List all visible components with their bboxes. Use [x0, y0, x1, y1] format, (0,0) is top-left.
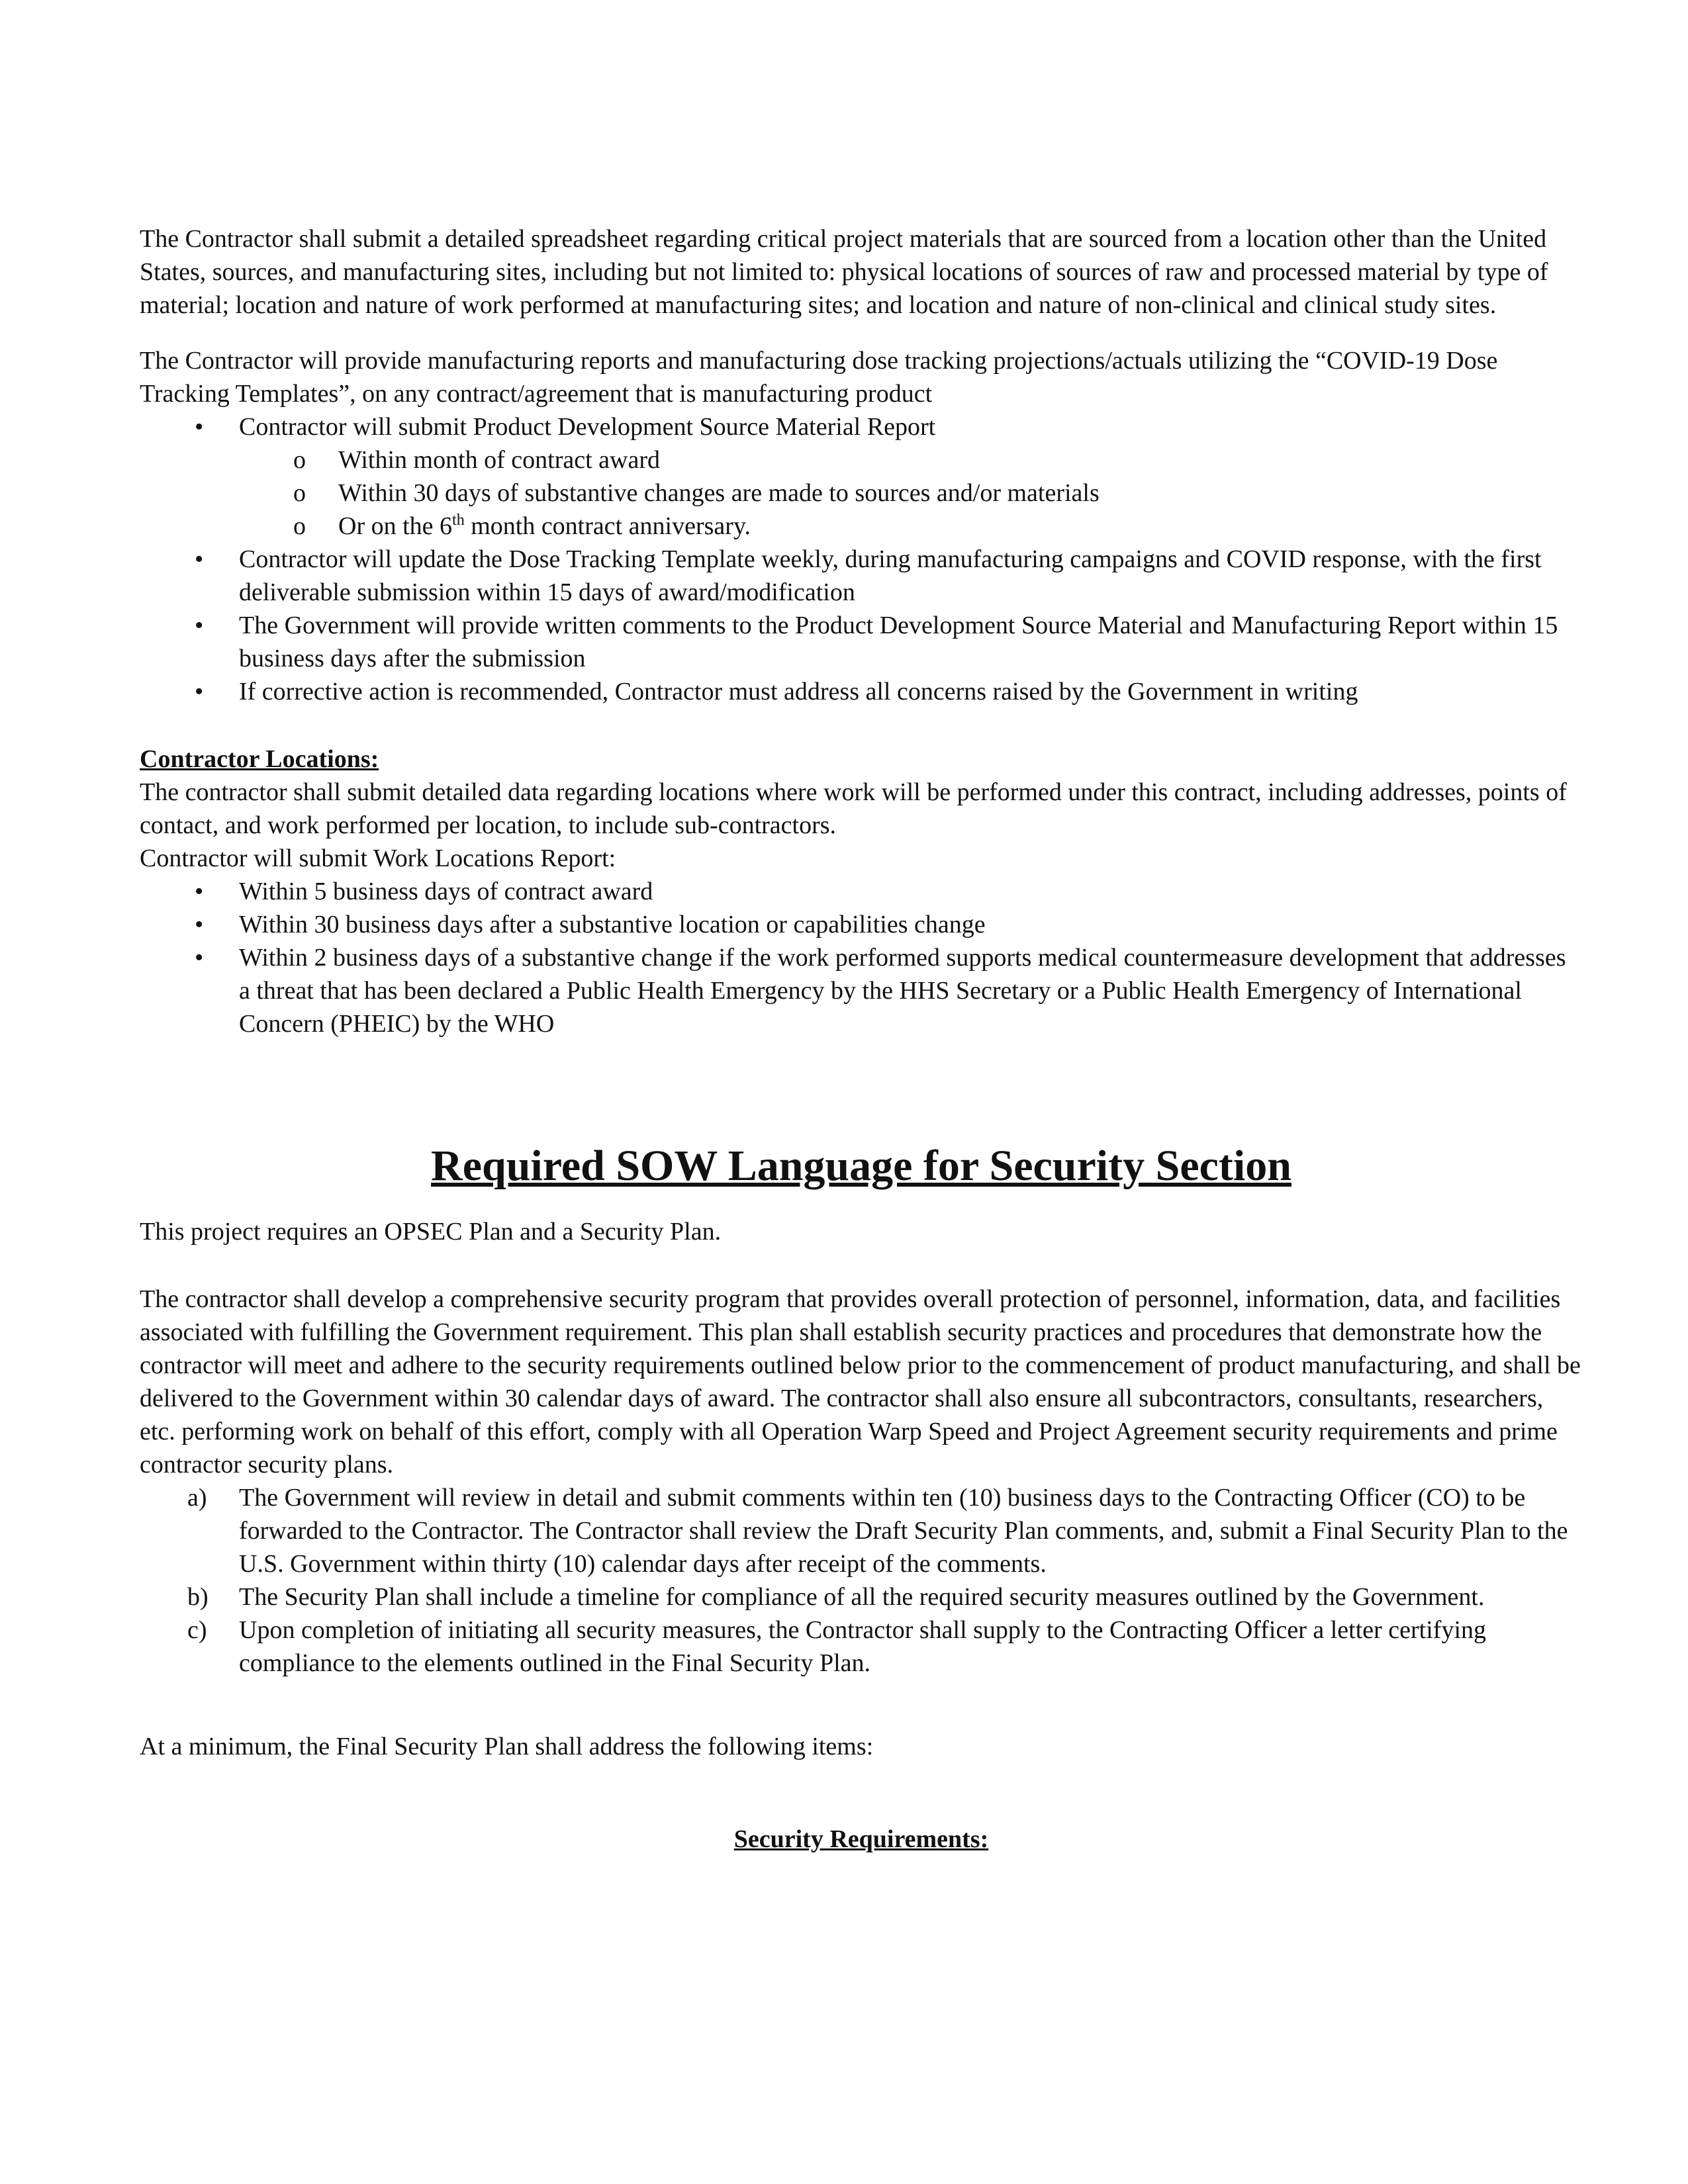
list-item [140, 675, 1583, 708]
list-item-marker: b) [187, 1583, 209, 1611]
list-item-text: If corrective action is recommended, Contractor must address all concerns raised by the Government in writing [239, 678, 1358, 705]
sub-list-item [239, 443, 1583, 477]
ordinal-superscript: th [452, 512, 465, 529]
security-plan-steps [140, 1481, 1583, 1680]
list-item-text: Contractor will update the Dose Tracking Template weekly, during manufacturing campaigns and COVID response, with the first deliverable submission within 15 days of award/modification [239, 545, 1542, 606]
security-section-title: Required SOW Language for Security Section [431, 1142, 1291, 1190]
sub-list-item-text: Within 30 days of substantive changes are made to sources and/or materials [338, 479, 1100, 507]
intro-paragraph-dose-tracking: The Contractor will provide manufacturing reports and manufacturing dose tracking projections/actuals utilizing the “COVID-19 Dose Tracking Templates”, on any contract/agreement that is manufacturing product [140, 347, 1498, 408]
list-item [140, 1580, 1583, 1614]
list-item-marker: a) [187, 1484, 207, 1512]
intro-paragraph-materials: The Contractor shall submit a detailed spreadsheet regarding critical project materials that are sourced from a location other than the United States, sources, and manufacturing sites, including but not limited to: physical locations of sources of raw and processed material by type of material; location and nature of work performed at manufacturing sites; and location and nature of non-clinical and clinical study sites. [140, 225, 1548, 319]
list-item-text: Within 5 business days of contract award [239, 878, 653, 905]
source-material-report-sublist [239, 443, 1583, 543]
list-item-text: Upon completion of initiating all security measures, the Contractor shall supply to the Contracting Officer a letter certifying compliance to the elements outlined in the Final Security Plan. [239, 1616, 1487, 1677]
list-item [140, 1614, 1583, 1680]
sub-list-item-text: Within month of contract award [338, 446, 660, 474]
list-item [140, 410, 1583, 543]
dose-tracking-bullets [140, 410, 1583, 708]
locations-paragraph: The contractor shall submit detailed data regarding locations where work will be performed under this contract, including addresses, points of contact, and work performed per location, to include sub-contractors. [140, 778, 1567, 839]
work-locations-report-intro: Contractor will submit Work Locations Report: [140, 844, 616, 872]
security-minimum-items-intro: At a minimum, the Final Security Plan shall address the following items: [140, 1733, 874, 1760]
list-item-text: The Security Plan shall include a timeline for compliance of all the required security measures outlined by the Government. [239, 1583, 1485, 1611]
sub-list-item-text: Or on the 6 [338, 512, 453, 540]
sub-list-item-text: month contract anniversary. [464, 512, 751, 540]
list-item-text: Contractor will submit Product Development Source Material Report [239, 413, 936, 441]
contractor-locations-heading: Contractor Locations: [140, 745, 379, 773]
security-paragraph-plans: This project requires an OPSEC Plan and a Security Plan. [140, 1218, 722, 1246]
list-item [140, 1481, 1583, 1580]
security-requirements-heading: Security Requirements: [733, 1825, 989, 1853]
list-item [140, 875, 1583, 908]
list-item-text: Within 2 business days of a substantive change if the work performed supports medical countermeasure development that addresses a threat that has been declared a Public Health Emergency by the HHS Secretary or a Public Health Emergency of International Concern (PHEIC) by the WHO [239, 944, 1566, 1038]
list-item-text: The Government will provide written comments to the Product Development Source Material and Manufacturing Report within 15 business days after the submission [239, 612, 1558, 672]
list-item [140, 941, 1583, 1040]
work-locations-bullets [140, 875, 1583, 1040]
security-paragraph-program: The contractor shall develop a comprehensive security program that provides overall protection of personnel, information, data, and facilities associated with fulfilling the Government requirement. This plan shall establish security practices and procedures that demonstrate how the contractor will meet and adhere to the security requirements outlined below prior to the commencement of product manufacturing, and shall be delivered to the Government within 30 calendar days of award. The contractor shall also ensure all subcontractors, consultants, researchers, etc. performing work on behalf of this effort, comply with all Operation Warp Speed and Project Agreement security requirements and prime contractor security plans. [140, 1285, 1581, 1479]
list-item-text: Within 30 business days after a substantive location or capabilities change [239, 911, 986, 938]
list-item-text: The Government will review in detail and submit comments within ten (10) business days to the Contracting Officer (CO) to be forwarded to the Contractor. The Contractor shall review the Draft Security Plan comments, and, submit a Final Security Plan to the U.S. Government within thirty (10) calendar days after receipt of the comments. [239, 1484, 1568, 1578]
list-item [140, 543, 1583, 609]
list-item [140, 609, 1583, 675]
page-content [140, 222, 1583, 1856]
sub-list-item [239, 477, 1583, 510]
sub-list-item [239, 510, 1583, 543]
list-item [140, 908, 1583, 941]
list-item-marker: c) [187, 1616, 207, 1644]
